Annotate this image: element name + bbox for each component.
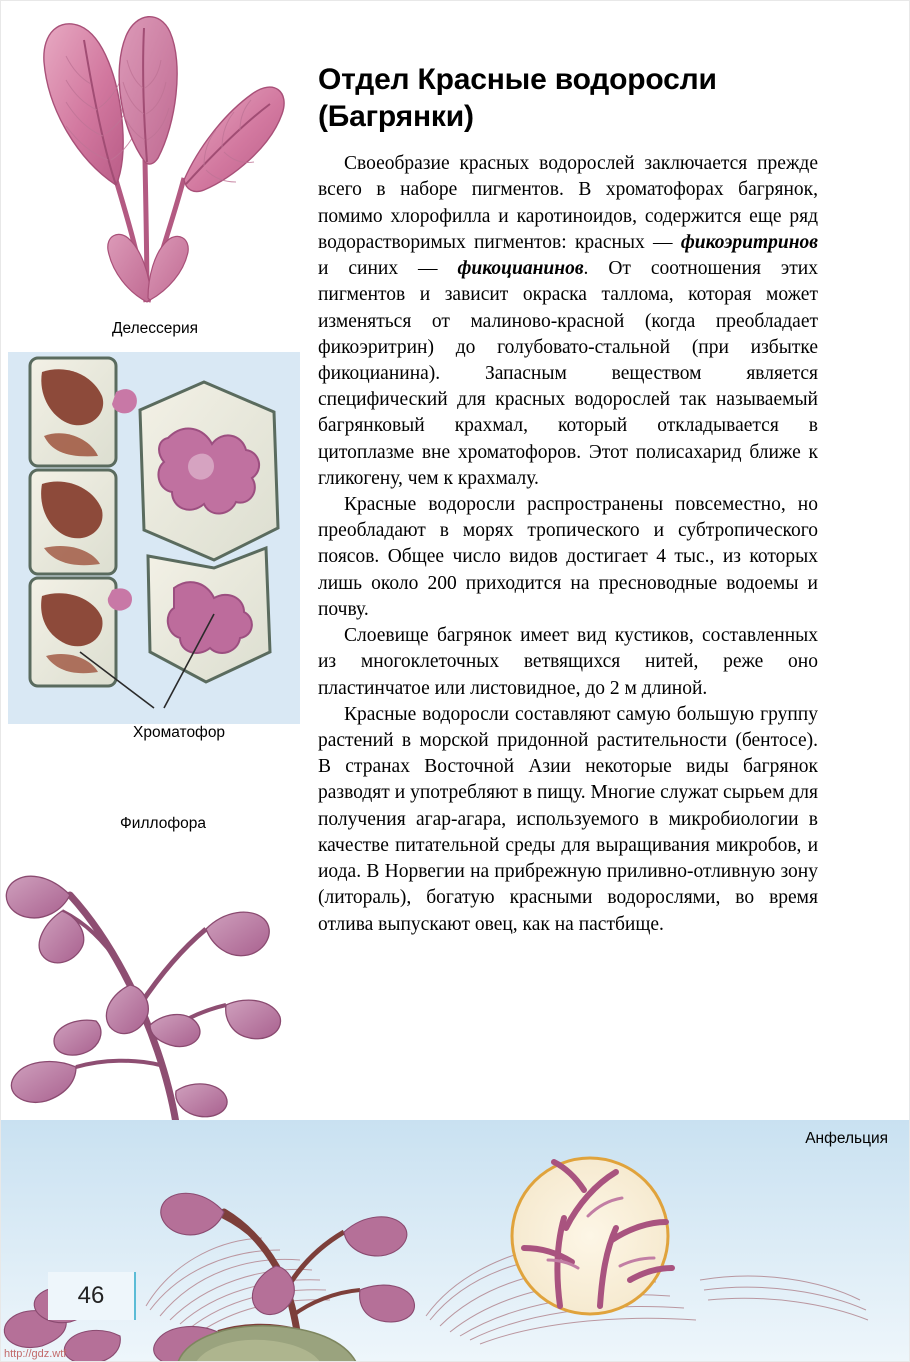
term-phycocyanin: фикоцианинов <box>457 258 584 280</box>
figure-caption-anfeltsia: Анфельция <box>805 1130 888 1147</box>
figure-chromatophore <box>8 352 300 724</box>
chromatophore-illustration <box>8 352 300 724</box>
article-text-column <box>318 62 818 938</box>
figure-caption-delesseria: Делессерия <box>112 320 199 337</box>
paragraph-1-part-a: Своеобразие красных водорослей заключается прежде всего в наборе пигментов. В хроматофорах багрянок, помимо хлорофилла и каротиноидов, содержится еще ряд водорастворимых пигментов: красных — <box>318 153 818 253</box>
paragraph-1-part-b: и синих — <box>318 258 458 280</box>
paragraph-3: Слоевище багрянок имеет вид кустиков, составленных из многоклеточных ветвящихся нитей, реже оно пластинчатое или листовидное, до 2 м длиной. <box>318 625 818 699</box>
delesseria-illustration <box>8 10 298 310</box>
figure-caption-chromatophore: Хроматофор <box>133 724 226 741</box>
phyllophora-illustration <box>0 845 300 1125</box>
page-title: Отдел Красные водоросли (Багрянки) <box>318 63 717 133</box>
paragraph-2: Красные водоросли распространены повсеместно, но преобладают в морях тропического и субтропического поясов. Общее число видов достигает 4 тыс., из которых лишь около 200 приходится на пресноводные водоемы и почву. <box>318 494 818 620</box>
paragraph-1-part-c: . От соотношения этих пигментов и зависит окраска таллома, которая может изменяться от малиново-красной (когда преобладает фикоэритрин) до голубовато-стальной (при избытке фикоцианина). Запасным веществом является специфический для красных водорослей так называемый багрянковый крахмал, который откладывается в цитоплазме вне хроматофоров. Этот полисахарид ближе к гликогену, чем к крахмалу. <box>318 258 818 489</box>
paragraph-4: Красные водоросли составляют самую большую группу растений в морской придонной растительности (бентосе). В странах Восточной Азии некоторые виды багрянок разводят и употребляют в пищу. Многие служат сырьем для получения агар-агара, используемого в микробиологии в качестве питательной среды для выращивания микробов, и иода. В Норвегии на прибрежную приливно-отливную зону (литораль), богатую красными водорослями, во время отлива выпускают овец, как на пастбище. <box>318 703 818 935</box>
term-phycoerythrin: фикоэритринов <box>680 231 818 253</box>
paragraph-1 <box>318 151 818 492</box>
figure-delesseria <box>8 10 298 320</box>
anfeltsia-illustration <box>0 1120 910 1362</box>
figure-caption-phyllophora: Филлофора <box>120 815 206 832</box>
article-body <box>318 151 818 938</box>
watermark-url: http://gdz.wtf <box>4 1348 67 1360</box>
page-number: 46 <box>48 1272 136 1320</box>
figure-phyllophora <box>0 845 300 1125</box>
figure-anfeltsia-habitat <box>0 1120 910 1362</box>
